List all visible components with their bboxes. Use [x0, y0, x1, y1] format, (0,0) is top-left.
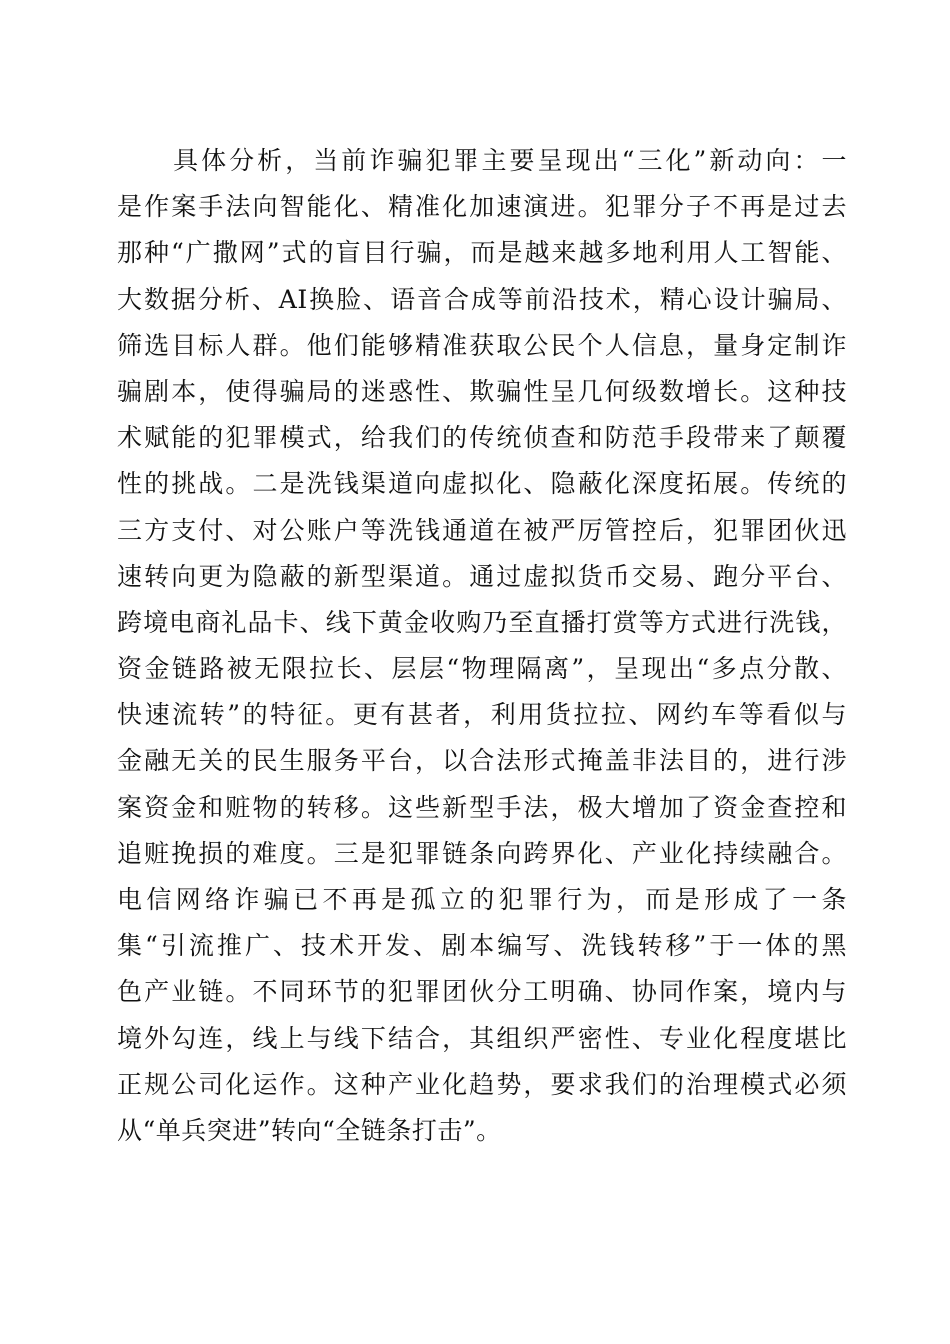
text-line: 大数据分析、AI换脸、语音合成等前沿技术，精心设计骗局、 [117, 284, 847, 314]
text-line: 快速流转”的特征。更有甚者，利用货拉拉、网约车等看似与 [117, 700, 847, 730]
text-line: 三方支付、对公账户等洗钱通道在被严厉管控后，犯罪团伙迅 [117, 515, 847, 545]
text-line: 色产业链。不同环节的犯罪团伙分工明确、协同作案，境内与 [117, 977, 847, 1007]
text-line: 是作案手法向智能化、精准化加速演进。犯罪分子不再是过去 [117, 192, 847, 222]
body-paragraph [117, 138, 847, 1154]
text-line: 筛选目标人群。他们能够精准获取公民个人信息，量身定制诈 [117, 330, 847, 360]
text-line: 性的挑战。二是洗钱渠道向虚拟化、隐蔽化深度拓展。传统的 [117, 469, 847, 499]
text-line: 具体分析，当前诈骗犯罪主要呈现出“三化”新动向：一 [117, 146, 847, 175]
text-line: 追赃挽损的难度。三是犯罪链条向跨界化、产业化持续融合。 [117, 838, 847, 868]
text-line-last: 从“单兵突进”转向“全链条打击”。 [117, 1115, 502, 1145]
text-line: 资金链路被无限拉长、层层“物理隔离”，呈现出“多点分散、 [117, 654, 847, 684]
text-line: 跨境电商礼品卡、线下黄金收购乃至直播打赏等方式进行洗钱， [117, 607, 847, 637]
text-line: 电信网络诈骗已不再是孤立的犯罪行为，而是形成了一条 [117, 885, 847, 914]
text-line: 集“引流推广、技术开发、剧本编写、洗钱转移”于一体的黑 [117, 931, 847, 961]
text-line: 案资金和赃物的转移。这些新型手法，极大增加了资金查控和 [117, 792, 847, 822]
text-line: 骗剧本，使得骗局的迷惑性、欺骗性呈几何级数增长。这种技 [117, 376, 847, 406]
text-line: 正规公司化运作。这种产业化趋势，要求我们的治理模式必须 [117, 1069, 847, 1099]
text-line: 术赋能的犯罪模式，给我们的传统侦查和防范手段带来了颠覆 [117, 423, 847, 453]
text-line: 境外勾连，线上与线下结合，其组织严密性、专业化程度堪比 [117, 1023, 847, 1053]
text-line: 速转向更为隐蔽的新型渠道。通过虚拟货币交易、跑分平台、 [117, 561, 847, 591]
text-line: 那种“广撒网”式的盲目行骗，而是越来越多地利用人工智能、 [117, 238, 847, 268]
text-line: 金融无关的民生服务平台，以合法形式掩盖非法目的，进行涉 [117, 746, 847, 776]
